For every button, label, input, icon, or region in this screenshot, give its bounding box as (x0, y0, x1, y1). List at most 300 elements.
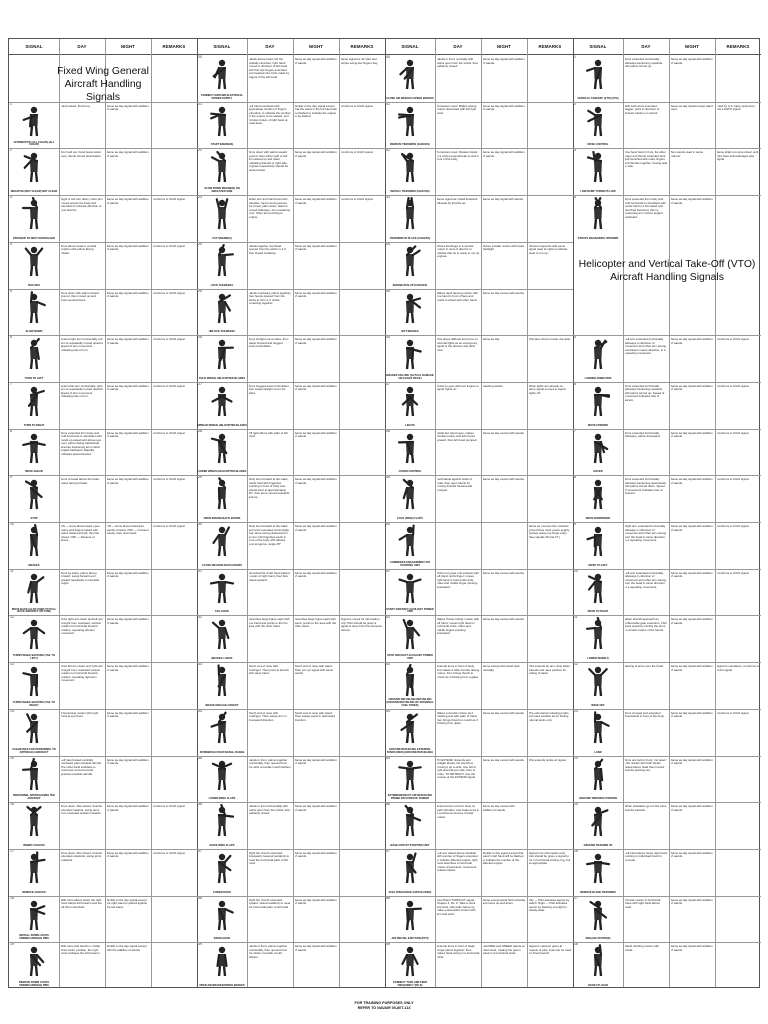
signal-name: NOSE CONTROL (587, 143, 609, 147)
signal-day: Arms down with palms toward ground, then moved up and down several times. (60, 291, 99, 302)
signal-figure-icon (198, 428, 245, 465)
signal-name: ENGINE RUN-UP (CHOCKS) (392, 283, 428, 287)
signal-figure-icon (199, 477, 245, 511)
signal-figure-icon (11, 337, 57, 371)
signal-remarks: Conforms to ICAO signal. (716, 711, 750, 715)
row-divider (385, 475, 573, 476)
row-divider (385, 335, 573, 336)
signal-number: 18 (10, 895, 14, 900)
signal-number: 17 (574, 895, 578, 900)
signal-name: PROCEED TO NEXT MARSHALER (12, 236, 56, 240)
row-divider (385, 756, 573, 757)
signal-figure-icon (387, 57, 433, 91)
signal-row (385, 569, 573, 616)
signal-remarks: Conforms to ICAO signal. (152, 338, 186, 342)
signal-night: Same as day except with wands. (482, 571, 525, 575)
signal-day: To tiedown crew: Rotates hands in a circle perpendicular to and in front of the body. (436, 151, 479, 162)
row-divider (197, 429, 385, 430)
signal-night: Same as day signal with addition of wands. (106, 571, 149, 579)
signal-remarks (341, 852, 384, 894)
row-divider (9, 802, 197, 803)
marshaller-figure-icon (199, 477, 245, 511)
marshaller-figure-icon (387, 197, 433, 231)
signal-figure-icon (574, 428, 621, 465)
signal-number: 7 (10, 381, 12, 386)
signal-number: 31 (198, 568, 202, 573)
signal-number: 5 (574, 335, 576, 340)
row-divider (573, 615, 761, 616)
signal-day: Left hand above head, right hand pointing to individual fixed for removal. (624, 851, 667, 862)
signal-figure-icon (387, 150, 433, 184)
signal-number: 52 (386, 615, 390, 620)
signal-number: 27 (198, 381, 202, 386)
signal-remarks: Conforms to ICAO signal. (716, 384, 750, 388)
column-header: REMARKS (715, 39, 761, 55)
signal-row (9, 615, 197, 662)
signal-name: NOT BRAKES (401, 330, 419, 334)
signal-name: STOP (30, 517, 38, 521)
signal-row (9, 662, 197, 709)
signal-night: Same as day except with wands. (482, 431, 525, 435)
signal-figure-icon (198, 708, 245, 745)
signal-day: Points to power unit exhaust with left hand, twirls finger; moves right hand in horizontal circle, index and middle finger pointing downward. (436, 571, 479, 589)
signal-day: Arms crossed and extended downwards in front of the body. (624, 711, 665, 719)
signal-night: Same as day signal with addition of wands. (106, 478, 149, 485)
marshaller-figure-icon (386, 288, 433, 325)
signal-day: Arms extended from body and held horizontal to shoulders with hands up-raised and above eye level, palms facing backwards. Execute beckoning arm motion angled backward. Rapidity indicates speed desired. (60, 431, 102, 456)
signal-row (385, 382, 573, 429)
signal-figure-icon (11, 524, 57, 558)
signal-row (197, 615, 385, 662)
marshaller-figure-icon (574, 381, 621, 418)
row-divider (197, 662, 385, 663)
signal-day: Hands together overhead, opened from the wrists in a V, then closed suddenly. (248, 244, 287, 255)
signal-row (197, 242, 385, 289)
row-divider (197, 802, 385, 803)
column-header: DAY (59, 39, 105, 55)
signal-row (573, 569, 761, 616)
signal-remarks (341, 525, 384, 567)
row-divider (9, 662, 197, 663)
signal-row (573, 195, 761, 242)
signal-name: TIEDOWNS IN PLACE (CHOCKS) (389, 236, 431, 240)
signal-row (9, 289, 197, 336)
signal-number: 13 (10, 662, 14, 667)
signal-night: Same as day signal with addition of wands. (670, 805, 713, 812)
row-divider (197, 569, 385, 570)
signal-night: Touch end of nose with wand. Then sweep wand in downward direction. (294, 711, 335, 722)
row-divider (385, 195, 573, 196)
signal-day: Pilot drops tailhook and turns on external lights as an emergency signal to the director and deck crew. (436, 338, 478, 352)
column-header: SIGNAL (9, 39, 59, 55)
signal-name: FOLD (FREE) FLAPS (397, 517, 423, 521)
signal-night: Similar to the day signal except that the wand in the left hand will be flashed to indicate the engine to be started. (294, 104, 337, 119)
signal-name: VERTICAL TAKEOFF (VTO) (VTO) (577, 96, 619, 100)
signal-day: Fill right elbow with palm of left hand. (248, 431, 288, 439)
column-header: REMARKS (339, 39, 385, 55)
signal-day: Hands above head, left fist partially clenched, right hand moved in direction of left hand with first two fingers extended and inserted into circle made by fingers of the left hand. (248, 58, 290, 79)
signal-row (385, 522, 573, 569)
signal-night: Same as day signal with addition of wands. (670, 384, 713, 392)
signal-day: Makes 'throat cutting' motion with left hand; moves right hand in horizontal circle, index and middle fingers pointing downward. (436, 618, 480, 636)
signal-day: When shoulders go to LSO turns thumbs inwards. (624, 805, 667, 812)
signal-night: Same as day signal with addition of wands. (294, 525, 337, 532)
signal-night: Hold RED and GREEN wands at chest level, rotating the green wand in a horizontal circle. (482, 945, 525, 956)
signal-night: Touch end of nose with wand. Then 'pin up' signal with same wands. (294, 665, 334, 676)
signal-row (573, 429, 761, 476)
signal-night: Same as day signal with addition of wands. (294, 151, 337, 158)
column-header: DAY (247, 39, 293, 55)
signal-figure-icon (199, 150, 245, 184)
signal-row (573, 522, 761, 569)
signal-remarks (717, 198, 760, 240)
row-divider (573, 148, 761, 149)
signal-row (385, 55, 573, 102)
signal-day: Arms extended horizontally sideways, palms downward. (624, 431, 661, 439)
marshaller-figure-icon (198, 568, 245, 605)
row-divider (197, 289, 385, 290)
signal-remarks: Conforms to ICAO signal. (152, 384, 186, 388)
signal-remarks (529, 572, 572, 614)
signal-name: BRAKES FAILURE (ACTUAL DAMAGE ON FLIGHT DECK) (386, 374, 434, 380)
marshaller-figure-icon (574, 568, 621, 605)
signal-day: Hands in front, palms together horizontally, then opened from the wrist crocodile mouth fashion. (248, 758, 292, 769)
marshaller-figure-icon (10, 241, 57, 278)
signal-name: LOW RAMP TURNOUT/ LOW (580, 190, 616, 194)
row-divider (573, 522, 761, 523)
signal-night: Same as day signal with addition of wands. (670, 665, 713, 672)
signal-figure-icon (11, 617, 57, 651)
marshaller-figure-icon (198, 381, 245, 418)
signal-night: Same as day signal with addition of wands. (294, 291, 337, 298)
signal-figure-icon (387, 197, 433, 231)
signal-night: Same except with wand held vertically. (482, 665, 520, 672)
signal-day: Arms extended horizontally sideways beckoning downwards, with palms turned down. Speed of movement indicates rate of descent. (624, 478, 667, 496)
signal-name: GROUND TIEDOWN UP (583, 843, 613, 847)
signal-night: Two wands used in same manner. (670, 151, 703, 158)
signal-row (385, 429, 573, 476)
row-divider (9, 335, 197, 336)
signal-day: Right fist, thumb extended upward, raised suddenly to meet the horizontal palm of left hand. (248, 898, 291, 909)
signal-night: Same as day signal with addition of wands. (670, 711, 713, 719)
row-divider (573, 662, 761, 663)
signal-name: CLOSE AIR BRAKES/ SPEED BRAKES (386, 96, 434, 100)
signal-figure-icon (11, 150, 57, 184)
marshaller-figure-icon (387, 150, 433, 184)
signal-figure-icon (575, 944, 621, 978)
row-divider (385, 102, 573, 103)
signal-row (9, 896, 197, 943)
signal-row (9, 242, 197, 289)
signal-night: Same as day signal with addition of wands. (294, 478, 337, 485)
signal-number: 46 (386, 335, 390, 340)
signal-night: Same as day signal with addition of wands. (294, 338, 337, 345)
signal-remarks: Director responds with same signal used at night to indicate 'clear to run up.' (528, 244, 568, 255)
signal-row (573, 382, 761, 429)
marshaller-figure-icon (574, 848, 621, 885)
signal-row (385, 942, 573, 989)
signal-remarks: Signal is mandatory. Conforms to ICAO signal. (716, 665, 760, 672)
signal-night: Same as day signal with wands. (482, 198, 524, 202)
marshaller-figure-icon (198, 241, 245, 278)
signal-remarks (529, 805, 572, 847)
signal-day: Hands in front horizontally with palms open from the wrists, then suddenly closed. (248, 805, 291, 816)
signal-row (385, 148, 573, 195)
signal-night: Describes large figure eight with wand, points to fire area with the other wand. (294, 618, 337, 629)
signal-figure-icon (10, 428, 57, 465)
signal-name: WAVE OFF (591, 703, 605, 707)
signal-number: 25 (198, 288, 202, 293)
signal-day: Point right arm down and left arm brought from overhead, vertical position to horizontal forward position, repeating left-arm movement. (60, 618, 104, 636)
row-divider (9, 849, 197, 850)
signal-night: Same as day signal with addition of wands. (294, 851, 337, 859)
signal-day: Arms extended horizontally sideways beckoning upwards, with palms turned up. (624, 58, 663, 68)
marshaller-figure-icon (575, 664, 621, 698)
signal-name: START ENGINE(S) (210, 143, 234, 147)
row-divider (9, 148, 197, 149)
column-header: NIGHT (481, 39, 527, 55)
signal-night: Same as day signal with addition of wands. (482, 104, 525, 112)
signal-night: Same as day signal with addition of wands. (106, 198, 149, 205)
signal-night: Same as day. (482, 338, 500, 342)
signal-day: With both arms extended, dagger, point in direction of desired rotation or control. (624, 104, 660, 115)
signal-row (197, 148, 385, 195)
signal-day: Right or left arm down, other arm moved across the body and extended to indicate direction to next director. (60, 198, 103, 212)
signal-number: 23 (198, 195, 202, 200)
signal-day: Rapid climbing motion with hands. (624, 945, 659, 952)
signal-remarks: Conforms to ICAO signal. (152, 198, 186, 202)
signal-figure-icon (199, 944, 245, 978)
signal-name: TURNS WHILE BACKING (TAIL TO RIGHT) (12, 700, 56, 707)
row-divider (9, 475, 197, 476)
signal-day: Hands in front, vertically with palms open from the wrists, then suddenly closed. (436, 58, 479, 68)
row-divider (197, 242, 385, 243)
signal-name: STRUTS BAGS/SKIDS UP/DOWN (577, 236, 619, 240)
signal-name: HOVER (593, 470, 603, 474)
signal-name: BRAKES / HOOK (211, 657, 233, 661)
signal-number: 50 (386, 522, 390, 526)
signal-number: 11 (574, 615, 578, 620)
signal-day: Extend right arm horizontally, left arm is repeatedly moved upward. Speed of arm movement indicating rate of turn. (60, 338, 104, 352)
signal-day: To tiedown crew: Makes wiping motion downward with left right hand. (436, 104, 477, 115)
signal-night: Same as day signal with addition of wands. (106, 805, 149, 812)
signal-row (573, 148, 761, 195)
signal-name: MOVE UPWARD (588, 423, 608, 427)
marshaller-figure-icon (575, 617, 621, 651)
marshaller-figure-icon (575, 524, 621, 558)
signal-remarks: Conforms to ICAO signal. (152, 525, 186, 528)
signal-day: TO EXTEND: Extends arm straight ahead, fist clenched, moving it up to side. Use left to right according to side, then to probe. TO RETRACT: Use the reverse of the EXTEND signal. (436, 758, 477, 779)
marshaller-figure-icon (386, 241, 433, 278)
signal-remarks (153, 665, 196, 707)
signal-figure-icon (10, 241, 57, 278)
signal-number: 55 (386, 755, 390, 760)
signal-night: Same as day signal with addition of wands. (670, 525, 713, 532)
signal-night: Same as day signal with addition of wands. (106, 851, 149, 859)
signal-name: RAISE WING FLAPS (209, 843, 235, 847)
row-divider (573, 709, 761, 710)
signal-row (385, 195, 573, 242)
signal-remarks: Conforms to ICAO signal. (152, 478, 186, 482)
signal-remarks (529, 105, 572, 147)
signal-day: Arms extended horizontally sideways beckoning upwards, with palms turned up. Speed of movement indicates rate of ascent. (624, 384, 665, 402)
marshaller-figure-icon (199, 617, 245, 651)
signal-day: A beckoning motion with right hand at eye level. (60, 711, 99, 719)
signal-night: Same as day signal with addition of wands. (482, 58, 525, 65)
marshaller-figure-icon (10, 755, 57, 792)
signal-remarks (341, 432, 384, 474)
signal-row (197, 102, 385, 149)
signal-day: Extend left arm horizontally, right arm is repeatedly moved upward. Speed of arm movement indicating rate of turn. (60, 384, 104, 399)
signal-day: Left arm extended horizontally sideways in direction of movement and other arm swung overhead in same direction, in a repeating movement. (624, 338, 666, 356)
signal-name: TURNS WHILE BACKING (TAIL TO LEFT) (12, 654, 56, 661)
marshaller-figure-icon (387, 617, 433, 651)
signal-figure-icon (199, 617, 245, 651)
row-divider (197, 195, 385, 196)
signal-number: 53 (386, 662, 390, 667)
signal-figure-icon (575, 150, 621, 184)
marshaller-figure-icon (10, 708, 57, 745)
row-divider (385, 522, 573, 523)
signal-name: LOWER WING FLAPS (208, 797, 236, 801)
signal-number: 54 (386, 708, 390, 713)
signal-row (9, 148, 197, 195)
signal-name: COVER CONTROL (398, 470, 422, 474)
row-divider (9, 289, 197, 290)
signal-remarks (717, 618, 760, 660)
signal-remarks: Conforms to ICAO signal. (152, 851, 186, 855)
signal-row (573, 709, 761, 756)
signal-day: Arms crossed above the head, palms facing forward. (60, 478, 100, 485)
signal-day: Arm held out, hand below waist level, thumb turned downwards. (60, 151, 102, 158)
signal-row (197, 896, 385, 943)
marshaller-figure-icon (11, 617, 57, 651)
signal-name: AIR REFUEL EJECTION (PTO) (391, 937, 429, 941)
signal-name: GROUND TIEDOWN UP/DOWN (579, 797, 617, 801)
signal-remarks: Conforms to ICAO signal. (152, 805, 186, 809)
signal-number: 9 (574, 522, 576, 526)
signal-day: ON — Arms above head, open palms and fingers raised with palms toward aircraft, then fist closed. OFF — Reverse of above. (60, 525, 100, 542)
signal-night: Same as day signal with addition of wands. (294, 945, 337, 952)
column-header: DAY (435, 39, 481, 55)
signal-remarks: Conforms to ICAO signal. (152, 431, 186, 435)
marshaller-figure-icon (387, 944, 433, 978)
signal-row (9, 709, 197, 756)
signal-name: TURN TO LEFT (24, 376, 44, 380)
signal-night: Same as day signal with addition of wands. (106, 618, 149, 625)
signal-name: COMMENCE ENGAGEMENT AIR STARTING UNIT (390, 560, 430, 567)
signal-figure-icon (575, 617, 621, 651)
signal-number: 37 (198, 848, 202, 853)
signal-number: 4 (10, 241, 12, 246)
signal-number: 14 (574, 755, 578, 760)
signal-night: Same as day signal with addition of wands. (106, 665, 149, 672)
marshaller-figure-icon (10, 381, 57, 418)
signal-night: Same as day except with wands. (482, 758, 525, 762)
row-divider (573, 102, 761, 103)
row-divider (573, 896, 761, 897)
marshaller-figure-icon (386, 568, 433, 605)
signal-remarks: Conforms to ICAO signal. (716, 571, 750, 575)
signal-night: Same except wand held vertically and move up and down. (482, 898, 526, 906)
marshaller-figure-icon (574, 755, 621, 792)
signal-remarks: Signal is for information only; pilot should be given a signal to cut or horizontal circling ring, but as appropriate. (528, 851, 571, 866)
signal-day: Moves forefinger in a circular motion in view of director to indicate that he is ready to run up engines. (436, 244, 480, 259)
signal-name: MOVE BACK (ALSO USED TO PULL BACK AIRCRAFT ON TOW) (11, 607, 57, 614)
signal-night: Same as day signal with addition of wands. (294, 198, 337, 205)
signal-name: MOVE TO LEFT (588, 563, 608, 567)
signal-name: REMOVE CHOCKS (22, 890, 46, 894)
signal-number: 3 (10, 195, 12, 200)
signal-day: Arms hugged around shoulders, then swept straight out to the sides. (248, 384, 290, 395)
signal-remarks (717, 852, 760, 894)
signal-row (197, 709, 385, 756)
signal-figure-icon (10, 895, 57, 932)
row-divider (385, 429, 573, 430)
signal-remarks (717, 759, 760, 801)
row-divider (385, 242, 573, 243)
row-divider (573, 382, 761, 383)
signal-remarks (529, 58, 572, 100)
signal-night: Same as day signal with addition of wands. (106, 431, 149, 439)
marshaller-figure-icon (11, 337, 57, 371)
signal-figure-icon (386, 428, 433, 465)
signal-night: Same as day except with wands. (482, 618, 525, 622)
signal-number: 48 (386, 428, 390, 433)
signal-day: Arms by sides, palms facing forward, swept forward and upward repeatedly to shoulder height. (60, 571, 100, 586)
signal-row (197, 335, 385, 382)
signal-remarks (341, 245, 384, 287)
row-divider (197, 709, 385, 710)
row-divider (9, 942, 197, 943)
marshaller-figure-icon (198, 848, 245, 885)
marshaller-figure-icon (386, 708, 433, 745)
signal-night: Same as day signal with addition of wands. (294, 431, 337, 439)
signal-figure-icon (198, 895, 245, 932)
signal-number: 28 (198, 428, 202, 433)
signal-remarks (717, 805, 760, 847)
signal-row (197, 942, 385, 989)
signal-number: 12 (574, 662, 578, 667)
signal-number: 45 (386, 288, 390, 293)
signal-number: 2 (10, 148, 12, 153)
signal-name: BRAKE ENGAGE/ ADJUST (205, 703, 239, 707)
signal-number: 14 (10, 708, 14, 713)
signal-remarks (717, 945, 760, 987)
signal-row (9, 569, 197, 616)
signal-row (197, 382, 385, 429)
signal-figure-icon (199, 524, 245, 558)
signal-row (573, 756, 761, 803)
signal-name: THIS WAY (27, 283, 41, 287)
row-divider (9, 709, 197, 710)
row-divider (385, 896, 573, 897)
signal-remarks (153, 618, 196, 660)
row-divider (385, 382, 573, 383)
signal-number: 38 (198, 895, 202, 900)
signal-number: 30 (198, 522, 202, 526)
signal-remarks: Pilot also informs tower via radio. (528, 338, 571, 342)
signal-night: Same as day signal with addition of wands. (294, 244, 337, 252)
signal-name: FUEL DISCHARGE (CROSS-FEED) (388, 890, 432, 894)
footer-line-2: REFER TO NAVAIR 00-80T-113 (357, 1006, 411, 1010)
signal-figure-icon (574, 101, 621, 138)
signal-row (9, 522, 197, 569)
signal-figure-icon (199, 197, 245, 231)
signal-day: Arms extended from body and held horizontal to shoulders with hands held in a fist raised and clenched clenched, then a beckoning arm motion angled backward. (624, 198, 666, 219)
signal-day: Makes a circular motion as if cranking and with palm of hand, then brings thumb to mouth as if drinking from glass. (436, 711, 478, 726)
signal-day: Extends arms in front of body and makes a wide circular raising motion; then brings thumb to mouth as if drinking from a glass. (436, 665, 480, 679)
